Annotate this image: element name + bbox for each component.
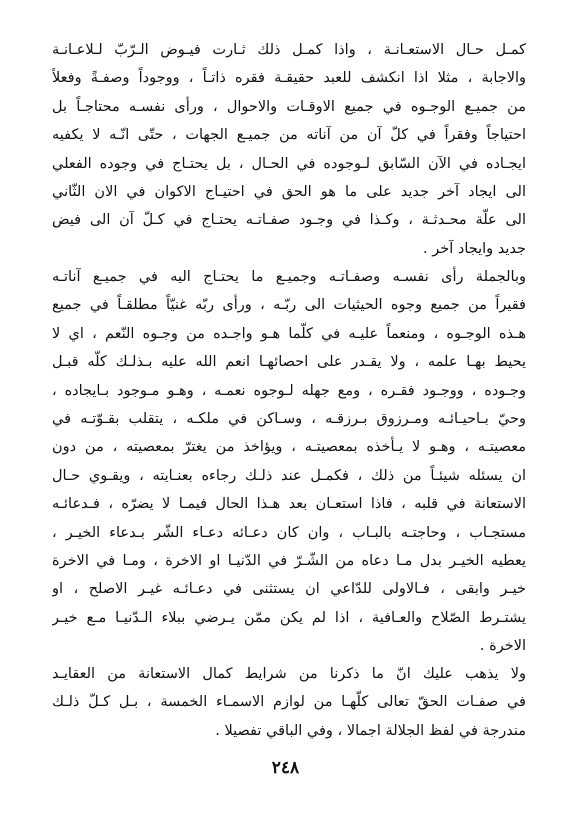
text-line: معصيتـه ، وهـو لا يـأخذه بمعصيتـه ، ويؤاخذ من يغترّ بمعصيته ، من دون bbox=[52, 439, 526, 456]
text-line: الاستعانة في قلبه ، فاذا استعـان بعد هـذا الحال فيمـا لا يضرّه ، فـدعائـه bbox=[52, 496, 526, 513]
text-line: يعطيه الخيـر بدل مـا دعاه من الشّـرّ في الدّنيـا او الاخرة ، ومـا في الاخرة bbox=[52, 552, 526, 569]
paragraph-1 bbox=[52, 36, 526, 263]
text-line: ايجـاده في الآن السّابق لـوجوده في الحـال ، بل يحتـاج في وجوده الفعلي bbox=[52, 155, 526, 172]
text-line: مندرجة في لفظ الجلالة اجمالا ، وفي الباقي تفصيلا . bbox=[215, 722, 526, 739]
text-line: هـذه الوجـوه ، ومنعماً عليـه في كلّما هـو واجـده من وجـوه النّعم ، اي لا bbox=[52, 325, 526, 342]
text-line: وحيّ بـاحيـائـه ومـرزوق بـرزقـه ، وسـاكن في ملكـه ، يتقلب بقـوّتـه في bbox=[52, 410, 526, 427]
paragraph-2 bbox=[52, 263, 526, 660]
text-line: الاخرة . bbox=[479, 638, 526, 655]
text-line: وجـوده ، ووجـود فقـره ، ومع جهله لـوجوه نعمـه ، وهـو مـوجود بـايجاده ، bbox=[52, 382, 526, 399]
text-line: احتياجاً وفقراً في كلّ آن من آناته من جميـع الجهات ، حتّى انّـه لا يكفيه bbox=[52, 127, 526, 144]
text-line: من جميـع الوجـوه في جميع الاوقـات والاحوال ، ورأى نفسـه محتاجـاً بل bbox=[52, 98, 526, 115]
text-line: خيـر وابقى ، فـالاولى للدّاعي ان يستثنى في دعـائـه غيـر الاصلح ، او bbox=[52, 581, 526, 598]
page-number: ٢٤٨ bbox=[271, 758, 300, 778]
text-line: وبالجملة رأى نفسـه وصفـاتـه وجميـع ما يحتـاج اليه في جميـع آناتـه bbox=[52, 269, 526, 285]
text-line: ولا يذهب عليك انّ ما ذكرنا من شرايط كمال الاستعانة من العقايـد bbox=[52, 666, 526, 682]
text-line: يشتـرط الصّلاح والعـافية ، اذا لم يكن ممّن يـرضي ببلاء الـدّنيـا مـع خيـر bbox=[52, 609, 526, 626]
text-line: كمـل حـال الاستعـانـة ، واذا كمـل ذلك ثـارت فيـوض الـرّبّ لـلاعـانـة bbox=[52, 42, 526, 58]
text-line: جديد وايجاد آخر . bbox=[423, 240, 526, 257]
text-line: الى ايجاد آخر جديد على ما هو الحق في احتيـاج الاكوان في الان الثّاني bbox=[52, 183, 526, 200]
text-line: والاجابة ، مثلا اذا انكشف للعبد حقيقـة فقره ذاتـاً ، ووجوداً وصفـةً وفعلاً bbox=[52, 70, 526, 87]
text-line: في صفـات الحقّ تعالى كلّهـا من لوازم الاسمـاء الخمسة ، بـل كـلّ ذلـك bbox=[52, 694, 526, 711]
text-line: الى علّة محـدثـة ، وكـذا في وجـود صفـاتـه يحتـاج في كـلّ آن الى فيض bbox=[52, 212, 526, 229]
text-line: فقيراً من جميع وجوه الحيثيات الى ربّـه ، ورأى ربّه غنيّاً مطلقـاً في جميع bbox=[52, 297, 526, 314]
text-line: يحيط بهـا علمه ، ولا يقـدر على احصائهـا انعم الله عليه بـذلـك كلّه قبـل bbox=[52, 354, 526, 371]
paragraph-3 bbox=[52, 660, 526, 745]
text-line: مستجـاب ، وحاجتـه بالبـاب ، وان كان دعـائه دعـاء الشّر بـدعاء الخيـر ، bbox=[52, 524, 526, 541]
text-line: ان يسئله شيئـاً من ذلك ، فكمـل عند ذلـك رجاءه بعنـايته ، ويقـوي حـال bbox=[52, 467, 526, 484]
